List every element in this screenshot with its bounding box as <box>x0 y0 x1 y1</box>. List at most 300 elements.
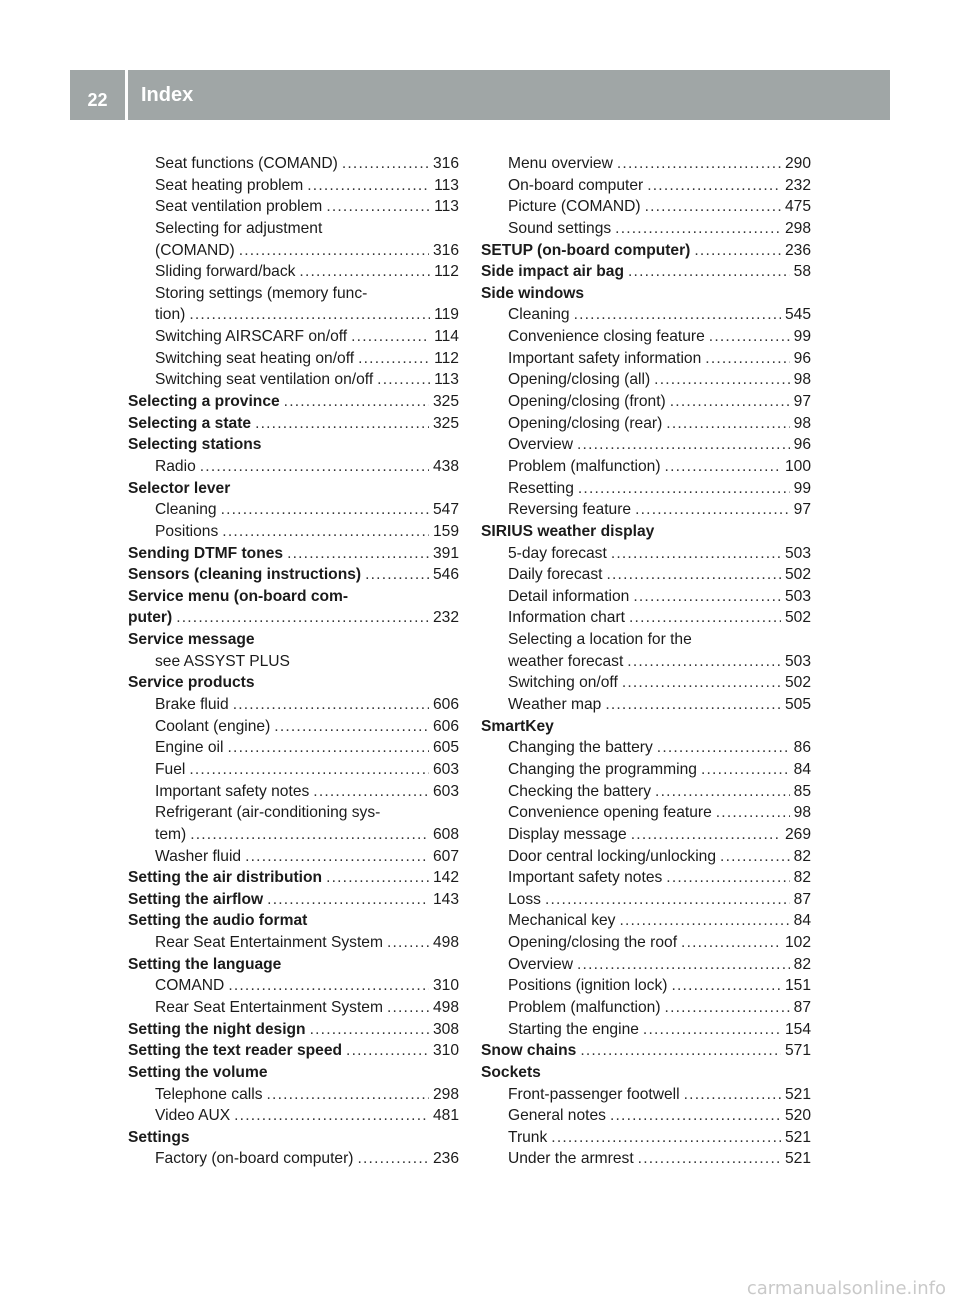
dot-leader <box>654 369 789 391</box>
index-entry <box>128 867 459 889</box>
page-ref: 114 <box>434 328 459 346</box>
entry-text: Setting the air distribution <box>128 869 323 887</box>
dot-leader <box>284 391 429 413</box>
entry-text: Positions <box>155 522 219 540</box>
page-ref: 151 <box>784 977 811 995</box>
index-subentry <box>481 369 811 391</box>
index-subentry <box>481 1105 811 1127</box>
page-header <box>70 70 890 120</box>
entry-text: Setting the airflow <box>128 890 264 908</box>
entry-text: Changing the battery <box>508 739 653 757</box>
dot-leader <box>200 456 429 478</box>
index-subentry <box>128 781 459 803</box>
dot-leader <box>629 607 781 629</box>
index-subentry <box>481 954 811 976</box>
entry-text: Setting the language <box>128 955 282 973</box>
index-subentry <box>128 1105 459 1127</box>
entry-text: Snow chains <box>481 1042 577 1060</box>
page-ref: 308 <box>432 1020 459 1038</box>
entry-text: Starting the engine <box>508 1020 639 1038</box>
page-ref: 545 <box>784 306 811 324</box>
index-entry <box>128 564 459 586</box>
dot-leader <box>346 1040 429 1062</box>
entry-text: Selecting a state <box>128 414 252 432</box>
entry-text: Convenience opening feature <box>508 804 712 822</box>
entry-text: Sound settings <box>508 219 612 237</box>
page-ref: 505 <box>784 696 811 714</box>
dot-leader <box>577 954 790 976</box>
index-entry <box>128 607 459 629</box>
dot-leader <box>645 196 781 218</box>
index-subentry <box>481 997 811 1019</box>
dot-leader <box>709 326 790 348</box>
entry-text: Mechanical key <box>508 912 616 930</box>
index-subentry <box>128 846 459 868</box>
entry-text: see ASSYST PLUS <box>155 652 290 670</box>
index-subentry <box>481 1148 811 1170</box>
header-divider <box>125 70 128 120</box>
index-entry <box>481 716 811 738</box>
entry-text: Weather map <box>508 696 602 714</box>
entry-text: Daily forecast <box>508 566 603 584</box>
page-ref: 481 <box>432 1107 459 1125</box>
index-subentry <box>481 478 811 500</box>
entry-text: Important safety notes <box>155 782 310 800</box>
entry-text: weather forecast <box>508 652 624 670</box>
index-entry <box>128 629 459 651</box>
dot-leader <box>221 499 429 521</box>
index-subentry <box>481 607 811 629</box>
index-subentry <box>481 672 811 694</box>
dot-leader <box>657 737 790 759</box>
entry-text: Picture (COMAND) <box>508 198 641 216</box>
dot-leader <box>622 672 781 694</box>
dot-leader <box>577 434 790 456</box>
index-subentry <box>128 716 459 738</box>
entry-text: Service menu (on-board com- <box>128 587 349 605</box>
entry-text: Radio <box>155 457 196 475</box>
index-subentry <box>481 175 811 197</box>
dot-leader <box>234 1105 429 1127</box>
index-entry <box>481 521 811 543</box>
entry-text: Switching seat heating on/off <box>155 349 355 367</box>
entry-text: Rear Seat Entertainment System <box>155 998 383 1016</box>
dot-leader <box>313 781 429 803</box>
page-ref: 605 <box>432 739 459 757</box>
index-subentry <box>481 759 811 781</box>
entry-text: Storing settings (memory func- <box>155 284 368 302</box>
entry-text: Selecting stations <box>128 436 262 454</box>
dot-leader <box>387 997 429 1019</box>
page-ref: 82 <box>793 847 811 865</box>
index-column-right <box>481 153 811 1170</box>
index-entry <box>128 413 459 435</box>
dot-leader <box>190 824 429 846</box>
index-entry <box>481 1062 811 1084</box>
index-entry <box>128 672 459 694</box>
entry-text: Refrigerant (air-conditioning sys- <box>155 804 381 822</box>
entry-text: COMAND <box>155 977 225 995</box>
index-subentry <box>128 1148 459 1170</box>
entry-text: Switching seat ventilation on/off <box>155 371 374 389</box>
index-subentry <box>481 737 811 759</box>
index-subentry <box>128 240 459 262</box>
index-subentry <box>128 499 459 521</box>
page-ref: 97 <box>793 393 811 411</box>
entry-text: Selecting a province <box>128 393 280 411</box>
index-subentry <box>128 153 459 175</box>
page-ref: 143 <box>432 890 459 908</box>
page-ref: 325 <box>432 393 459 411</box>
page-ref: 236 <box>784 241 811 259</box>
dot-leader <box>610 1105 781 1127</box>
page-ref: 102 <box>784 934 811 952</box>
index-subentry <box>481 196 811 218</box>
page-ref: 236 <box>432 1150 459 1168</box>
index-subentry <box>481 910 811 932</box>
index-entry <box>128 586 459 608</box>
section-title: Index <box>141 84 194 106</box>
index-subentry <box>481 348 811 370</box>
index-entry <box>128 1040 459 1062</box>
page-ref: 546 <box>432 566 459 584</box>
page-ref: 503 <box>784 544 811 562</box>
index-entry <box>481 283 811 305</box>
index-subentry <box>128 802 459 824</box>
dot-leader <box>665 456 781 478</box>
page-ref: 142 <box>432 869 459 887</box>
page-ref: 475 <box>784 198 811 216</box>
page-ref: 316 <box>432 241 459 259</box>
entry-text: Sockets <box>481 1063 541 1081</box>
entry-text: Overview <box>508 436 573 454</box>
page-ref: 113 <box>434 371 459 389</box>
page-ref: 298 <box>784 219 811 237</box>
entry-text: Important safety information <box>508 349 702 367</box>
index-subentry <box>128 348 459 370</box>
entry-text: puter) <box>128 609 173 627</box>
page-ref: 119 <box>434 306 459 324</box>
page-ref: 503 <box>784 652 811 670</box>
index-subentry <box>481 543 811 565</box>
dot-leader <box>287 543 429 565</box>
entry-text: Fuel <box>155 760 186 778</box>
entry-text: Settings <box>128 1128 190 1146</box>
index-subentry <box>128 261 459 283</box>
page-ref: 316 <box>432 155 459 172</box>
page-ref: 502 <box>784 566 811 584</box>
index-subentry <box>128 218 459 240</box>
dot-leader <box>222 521 429 543</box>
index-entry <box>128 391 459 413</box>
entry-text: SETUP (on-board computer) <box>481 241 691 259</box>
entry-text: Opening/closing the roof <box>508 934 678 952</box>
dot-leader <box>611 543 781 565</box>
index-subentry <box>481 326 811 348</box>
dot-leader <box>239 240 429 262</box>
entry-text: Important safety notes <box>508 869 663 887</box>
dot-leader <box>617 153 781 175</box>
dot-leader <box>671 975 780 997</box>
entry-text: Opening/closing (all) <box>508 371 651 389</box>
entry-text: Video AUX <box>155 1107 231 1125</box>
page-ref: 521 <box>784 1085 811 1103</box>
index-subentry <box>128 521 459 543</box>
page-ref: 87 <box>793 998 811 1016</box>
entry-text: Opening/closing (front) <box>508 393 666 411</box>
dot-leader <box>716 802 790 824</box>
entry-text: Loss <box>508 890 541 908</box>
dot-leader <box>255 413 429 435</box>
index-subentry <box>128 737 459 759</box>
index-subentry <box>481 824 811 846</box>
page-ref: 100 <box>784 457 811 475</box>
index-entry <box>128 1127 459 1149</box>
index-entry <box>481 261 811 283</box>
index-subentry <box>481 1019 811 1041</box>
page-ref: 290 <box>784 155 811 172</box>
index-subentry <box>128 997 459 1019</box>
page-ref: 232 <box>784 176 811 194</box>
index-subentry <box>481 564 811 586</box>
dot-leader <box>377 369 430 391</box>
index-subentry <box>128 456 459 478</box>
index-subentry <box>128 304 459 326</box>
entry-text: Door central locking/unlocking <box>508 847 717 865</box>
index-subentry <box>481 867 811 889</box>
index-subentry <box>481 932 811 954</box>
page-ref: 113 <box>434 176 459 194</box>
index-subentry <box>481 499 811 521</box>
page-ref: 607 <box>432 847 459 865</box>
page-ref: 606 <box>432 696 459 714</box>
page-ref: 391 <box>432 544 459 562</box>
page-ref: 603 <box>432 760 459 778</box>
dot-leader <box>551 1127 781 1149</box>
entry-text: Setting the volume <box>128 1063 268 1081</box>
index-subentry <box>481 456 811 478</box>
index-subentry <box>481 694 811 716</box>
page-ref: 521 <box>784 1150 811 1168</box>
page-ref: 86 <box>793 739 811 757</box>
index-entry <box>481 240 811 262</box>
index-subentry <box>128 369 459 391</box>
page-ref: 98 <box>793 414 811 432</box>
dot-leader <box>176 607 429 629</box>
entry-text: Cleaning <box>155 501 217 519</box>
entry-text: Service products <box>128 674 255 692</box>
entry-text: Setting the audio format <box>128 912 308 930</box>
entry-text: (COMAND) <box>155 241 235 259</box>
entry-text: tion) <box>155 306 186 324</box>
page-ref: 325 <box>432 414 459 432</box>
page-ref: 112 <box>434 349 459 367</box>
entry-text: Under the armrest <box>508 1150 634 1168</box>
page-ref: 84 <box>793 912 811 930</box>
index-entry <box>128 434 459 456</box>
page-ref: 520 <box>784 1107 811 1125</box>
index-entry <box>481 1040 811 1062</box>
page-ref: 82 <box>793 955 811 973</box>
entry-text: Switching AIRSCARF on/off <box>155 328 348 346</box>
index-subentry <box>481 586 811 608</box>
dot-leader <box>684 1084 781 1106</box>
page-ref: 112 <box>434 263 459 281</box>
dot-leader <box>681 932 781 954</box>
index-subentry <box>481 1127 811 1149</box>
entry-text: Detail information <box>508 587 630 605</box>
dot-leader <box>694 240 781 262</box>
index-subentry <box>128 694 459 716</box>
page-ref: 99 <box>793 328 811 346</box>
index-subentry <box>481 975 811 997</box>
dot-leader <box>635 499 790 521</box>
dot-leader <box>233 694 429 716</box>
dot-leader <box>643 1019 781 1041</box>
entry-text: Overview <box>508 955 573 973</box>
dot-leader <box>189 304 430 326</box>
entry-text: Resetting <box>508 479 574 497</box>
dot-leader <box>307 175 430 197</box>
page-ref: 438 <box>432 457 459 475</box>
index-entry <box>128 954 459 976</box>
index-subentry <box>128 1084 459 1106</box>
page-ref: 503 <box>784 587 811 605</box>
entry-text: Side windows <box>481 284 585 302</box>
page-ref: 310 <box>432 977 459 995</box>
index-subentry <box>128 975 459 997</box>
dot-leader <box>545 889 790 911</box>
index-subentry <box>481 434 811 456</box>
entry-text: Setting the night design <box>128 1020 306 1038</box>
dot-leader <box>228 975 429 997</box>
page-ref: 96 <box>793 349 811 367</box>
index-subentry <box>481 781 811 803</box>
page-ref: 58 <box>793 263 811 281</box>
page-ref: 310 <box>432 1042 459 1060</box>
entry-text: General notes <box>508 1107 606 1125</box>
dot-leader <box>619 910 789 932</box>
index-subentry <box>481 304 811 326</box>
entry-text: Coolant (engine) <box>155 717 271 735</box>
dot-leader <box>633 586 781 608</box>
entry-text: Side impact air bag <box>481 263 624 281</box>
index-subentry <box>481 846 811 868</box>
dot-leader <box>267 1084 429 1106</box>
dot-leader <box>574 304 781 326</box>
dot-leader <box>245 846 429 868</box>
entry-text: SIRIUS weather display <box>481 522 655 540</box>
index-entry <box>128 1062 459 1084</box>
entry-text: Service message <box>128 631 255 649</box>
index-subentry <box>128 651 459 673</box>
dot-leader <box>189 759 429 781</box>
dot-leader <box>666 867 789 889</box>
entry-text: Seat ventilation problem <box>155 198 323 216</box>
index-subentry <box>128 196 459 218</box>
entry-text: Selecting a location for the <box>508 631 692 649</box>
page-ref: 87 <box>793 890 811 908</box>
dot-leader <box>358 348 430 370</box>
entry-text: tem) <box>155 825 187 843</box>
page-ref: 82 <box>793 869 811 887</box>
index-subentry <box>481 153 811 175</box>
page-ref: 571 <box>784 1042 811 1060</box>
dot-leader <box>274 716 429 738</box>
page-ref: 608 <box>432 825 459 843</box>
index-subentry <box>128 932 459 954</box>
dot-leader <box>647 175 781 197</box>
entry-text: Convenience closing feature <box>508 328 705 346</box>
entry-text: Changing the programming <box>508 760 697 778</box>
page-ref: 159 <box>432 522 459 540</box>
index-subentry <box>128 326 459 348</box>
entry-text: Sensors (cleaning instructions) <box>128 566 362 584</box>
dot-leader <box>628 261 790 283</box>
index-subentry <box>481 802 811 824</box>
entry-text: Factory (on-board computer) <box>155 1150 354 1168</box>
dot-leader <box>670 391 790 413</box>
page-ref: 269 <box>784 825 811 843</box>
entry-text: Trunk <box>508 1128 548 1146</box>
dot-leader <box>267 889 429 911</box>
page-ref: 96 <box>793 436 811 454</box>
dot-leader <box>655 781 790 803</box>
dot-leader <box>666 413 789 435</box>
entry-text: Selecting for adjustment <box>155 219 323 237</box>
page-ref: 84 <box>793 760 811 778</box>
entry-text: Selector lever <box>128 479 231 497</box>
index-entry <box>128 889 459 911</box>
entry-text: Setting the text reader speed <box>128 1042 343 1060</box>
dot-leader <box>627 651 781 673</box>
entry-text: Problem (malfunction) <box>508 457 661 475</box>
dot-leader <box>705 348 789 370</box>
entry-text: Seat heating problem <box>155 176 304 194</box>
entry-text: Rear Seat Entertainment System <box>155 934 383 952</box>
page-ref: 113 <box>434 198 459 216</box>
entry-text: Information chart <box>508 609 626 627</box>
page-ref: 603 <box>432 782 459 800</box>
dot-leader <box>638 1148 781 1170</box>
dot-leader <box>665 997 790 1019</box>
watermark: carmanualsonline.info <box>746 1278 946 1299</box>
index-subentry <box>481 391 811 413</box>
entry-text: SmartKey <box>481 717 554 735</box>
dot-leader <box>605 694 781 716</box>
entry-text: Front-passenger footwell <box>508 1085 680 1103</box>
dot-leader <box>365 564 429 586</box>
dot-leader <box>357 1148 429 1170</box>
entry-text: Switching on/off <box>508 674 618 692</box>
dot-leader <box>701 759 790 781</box>
entry-text: Menu overview <box>508 155 613 172</box>
index-subentry <box>128 175 459 197</box>
entry-text: 5-day forecast <box>508 544 607 562</box>
entry-text: Brake fluid <box>155 696 229 714</box>
page-ref: 502 <box>784 609 811 627</box>
index-subentry <box>481 413 811 435</box>
page-ref: 232 <box>432 609 459 627</box>
page-number: 22 <box>87 90 108 110</box>
dot-leader <box>310 1019 429 1041</box>
index-subentry <box>128 283 459 305</box>
dot-leader <box>326 867 429 889</box>
entry-text: Seat functions (COMAND) <box>155 155 338 172</box>
dot-leader <box>299 261 430 283</box>
index-entry <box>128 1019 459 1041</box>
page-ref: 85 <box>793 782 811 800</box>
